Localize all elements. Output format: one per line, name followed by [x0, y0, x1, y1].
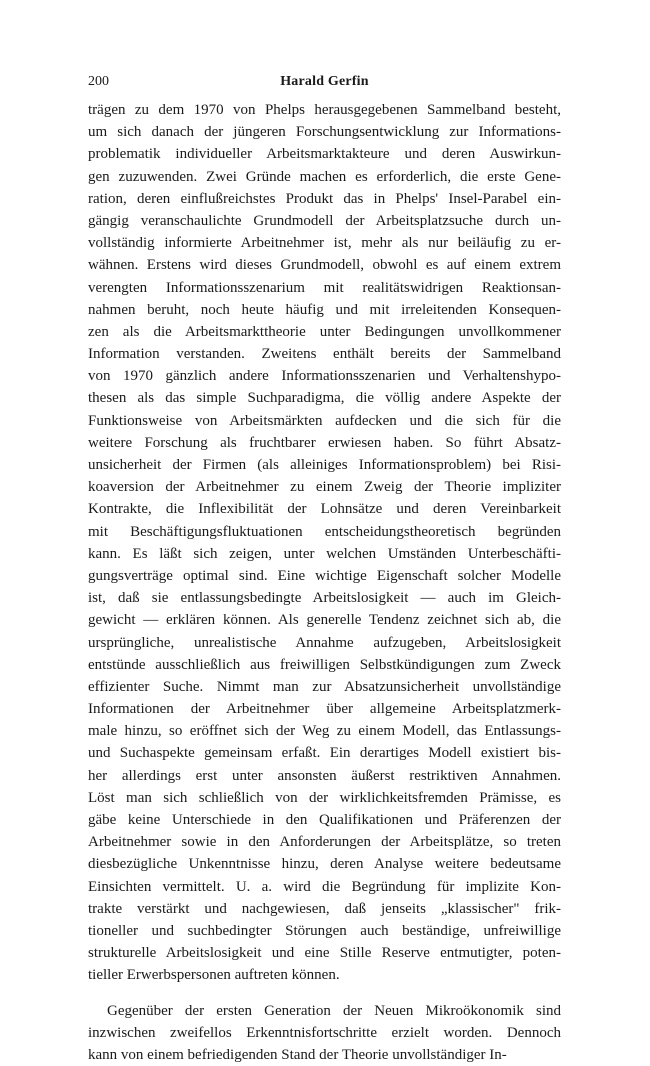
text-line: effizienter Suche. Nimmt man zur Absatzunsicherheit unvollständige — [88, 676, 561, 698]
text-line: entstünde ausschließlich aus freiwilligen Selbstkündigungen zum Zweck — [88, 654, 561, 676]
text-line: Gegenüber der ersten Generation der Neuen Mikroökonomik sind — [88, 1000, 561, 1022]
text-line: Funktionsweise von Arbeitsmärkten aufdecken und die sich für die — [88, 410, 561, 432]
text-line: kann. Es läßt sich zeigen, unter welchen Umständen Unterbeschäfti- — [88, 543, 561, 565]
text-line: Informationen der Arbeitnehmer über allgemeine Arbeitsplatzmerk- — [88, 698, 561, 720]
text-line: gewicht — erklären können. Als generelle Tendenz zeichnet sich ab, die — [88, 609, 561, 631]
text-line: um sich danach der jüngeren Forschungsentwicklung zur Informations- — [88, 121, 561, 143]
text-line: kann von einem befriedigenden Stand der Theorie unvollständiger In- — [88, 1044, 561, 1066]
text-line: unsicherheit der Firmen (als alleiniges Informationsproblem) bei Risi- — [88, 454, 561, 476]
text-line: mit Beschäftigungsfluktuationen entscheidungstheoretisch begründen — [88, 521, 561, 543]
text-line: tioneller und suchbedingter Störungen auch beständige, unfreiwillige — [88, 920, 561, 942]
text-line: koaversion der Arbeitnehmer zu einem Zweig der Theorie impliziter — [88, 476, 561, 498]
text-line: trägen zu dem 1970 von Phelps herausgegebenen Sammelband besteht, — [88, 99, 561, 121]
text-line: gäbe keine Unterschiede in den Qualifikationen und Präferenzen der — [88, 809, 561, 831]
text-line: ist, daß sie entlassungsbedingte Arbeitslosigkeit — auch im Gleich- — [88, 587, 561, 609]
text-line: gen zuzuwenden. Zwei Gründe machen es erforderlich, die erste Gene- — [88, 166, 561, 188]
text-line: Information verstanden. Zweitens enthält bereits der Sammelband — [88, 343, 561, 365]
body-text — [88, 99, 561, 1066]
text-line: trakte verstärkt und nachgewiesen, daß jenseits „klassischer" frik- — [88, 898, 561, 920]
text-line: und Suchaspekte gemeinsam erfaßt. Ein derartiges Modell existiert bis- — [88, 742, 561, 764]
text-line: nahmen beruht, noch heute häufig und mit irreleitenden Konsequen- — [88, 299, 561, 321]
running-head — [88, 72, 561, 92]
page-number: 200 — [88, 72, 109, 92]
text-line: Arbeitnehmer sowie in den Anforderungen der Arbeitsplätze, so treten — [88, 831, 561, 853]
text-line: weitere Forschung als fruchtbarer erwiesen haben. So führt Absatz- — [88, 432, 561, 454]
text-line: zen als die Arbeitsmarkttheorie unter Bedingungen unvollkommener — [88, 321, 561, 343]
paragraph — [88, 1000, 561, 1066]
text-line: verengten Informationsszenarium mit realitätswidrigen Reaktionsan- — [88, 277, 561, 299]
text-line: gängig veranschaulichte Grundmodell der Arbeitsplatzsuche durch un- — [88, 210, 561, 232]
text-line: male hinzu, so eröffnet sich der Weg zu einem Modell, das Entlassungs- — [88, 720, 561, 742]
text-line: tieller Erwerbspersonen auftreten können. — [88, 964, 561, 986]
text-line: inzwischen zweifellos Erkenntnisfortschritte erzielt worden. Dennoch — [88, 1022, 561, 1044]
text-line: Einsichten vermittelt. U. a. wird die Begründung für implizite Kon- — [88, 876, 561, 898]
text-line: gungsverträge optimal sind. Eine wichtige Eigenschaft solcher Modelle — [88, 565, 561, 587]
text-line: Löst man sich schließlich von der wirklichkeitsfremden Prämisse, es — [88, 787, 561, 809]
text-line: ursprüngliche, unrealistische Annahme aufzugeben, Arbeitslosigkeit — [88, 632, 561, 654]
text-line: thesen als das simple Suchparadigma, die völlig andere Aspekte der — [88, 387, 561, 409]
running-head-author: Harald Gerfin — [88, 72, 561, 92]
text-line: von 1970 gänzlich andere Informationsszenarien und Verhaltenshypo- — [88, 365, 561, 387]
text-line: wähnen. Erstens wird dieses Grundmodell, obwohl es auf einem extrem — [88, 254, 561, 276]
paragraph-gap — [88, 987, 561, 1000]
text-line: vollständig informierte Arbeitnehmer ist, mehr als nur beiläufig zu er- — [88, 232, 561, 254]
text-line: strukturelle Arbeitslosigkeit und eine Stille Reserve entmutigter, poten- — [88, 942, 561, 964]
text-line: problematik individueller Arbeitsmarktakteure und deren Auswirkun- — [88, 143, 561, 165]
paragraph — [88, 99, 561, 987]
text-line: ration, deren einflußreichstes Produkt das in Phelps' Insel-Parabel ein- — [88, 188, 561, 210]
text-line: diesbezügliche Unkenntnisse hinzu, deren Analyse weitere bedeutsame — [88, 853, 561, 875]
text-line: her allerdings erst unter ansonsten äußerst restriktiven Annahmen. — [88, 765, 561, 787]
text-line: Kontrakte, die Inflexibilität der Lohnsätze und deren Vereinbarkeit — [88, 498, 561, 520]
